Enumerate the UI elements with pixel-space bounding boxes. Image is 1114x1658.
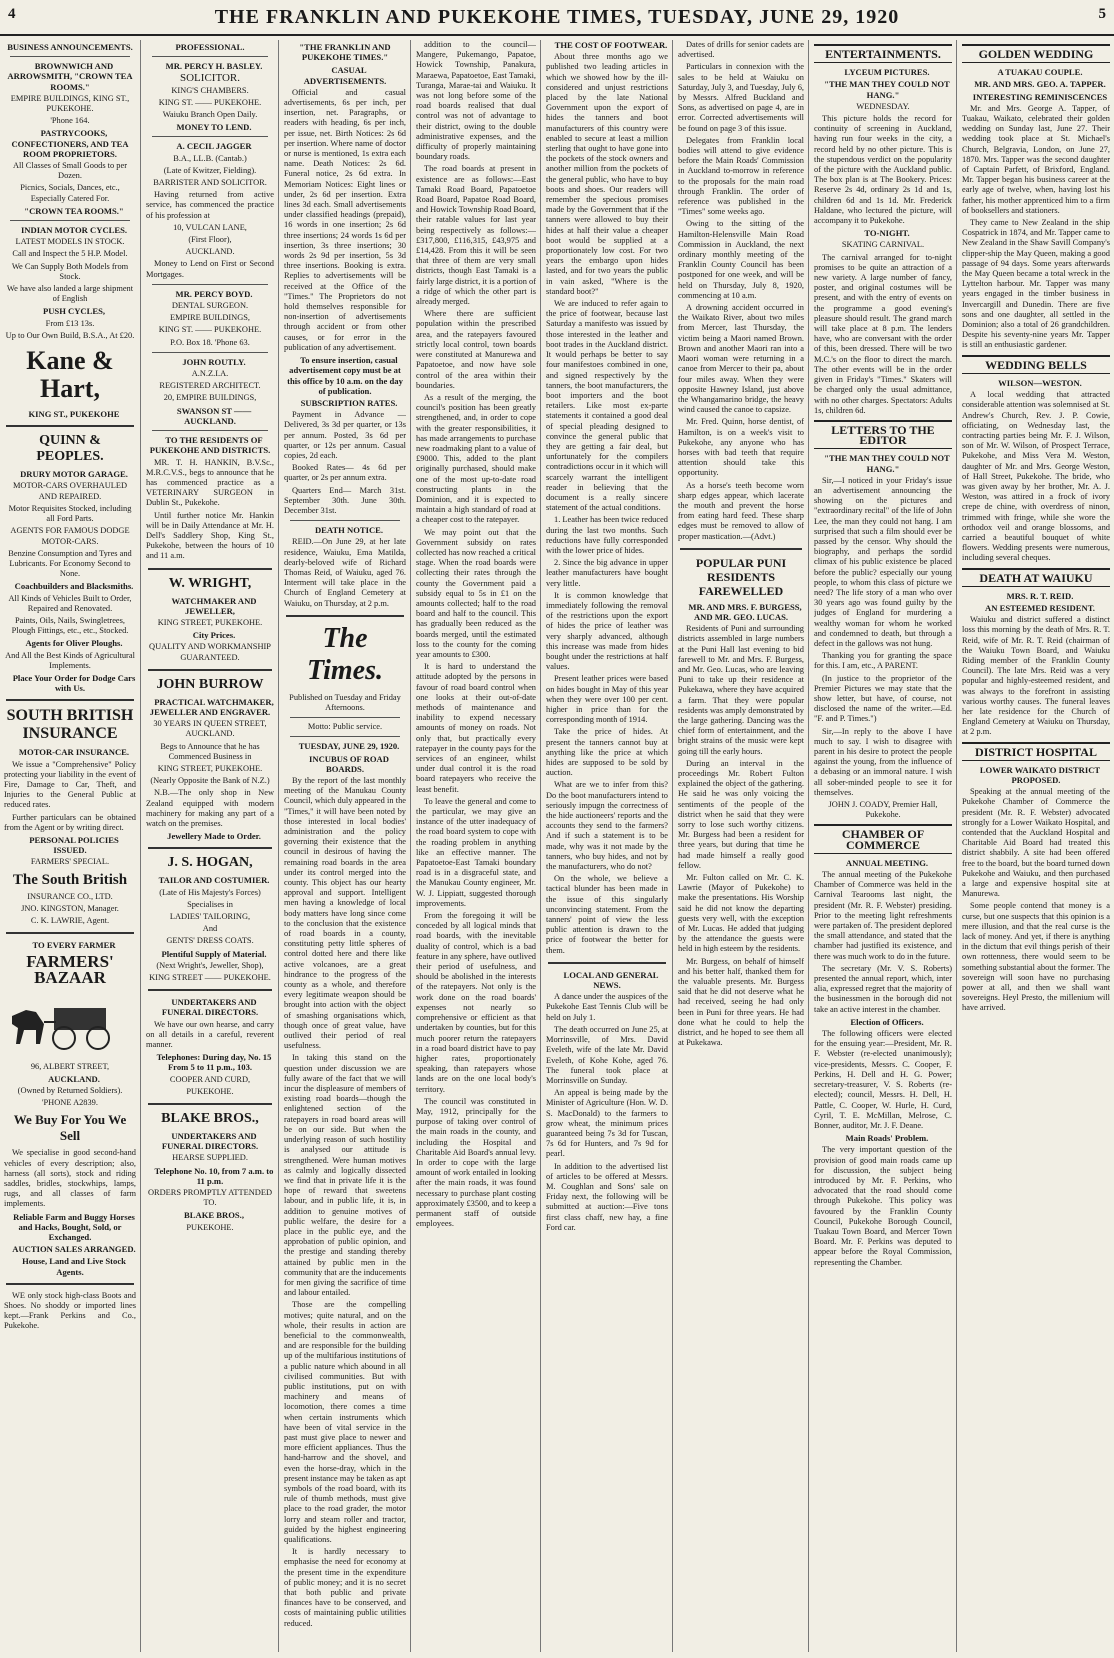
ad-line: FARMERS' SPECIAL. — [30, 857, 110, 867]
ad-line: LATEST MODELS IN STOCK. — [15, 237, 125, 247]
divider — [152, 430, 268, 431]
news-item: Dates of drills for senior cadets are advertised. — [678, 40, 804, 60]
article-paragraph: Those are the compelling motives; quite natural, and on the whole, their results in action are beneficial to the commonwealth, and are responsible for the building up of the multifarious institutions of a public nature which abound in all civilised communities. But with public institutions, put on with machinery and means of locomotion, there comes a time when certain instruments which have been of vital service in the past must give place to newer and more efficient appliances. Thus the hand-harrow and the shovel, and even the horse-dray, which in the present instance may be taken as apt symbols of the road board, with its rule of thumb methods, must give place to the road grader, the motor lorry and steam roller and tractor, guided by the highest engineering qualifications. — [284, 1300, 406, 1545]
burrow-heading: JOHN BURROW — [156, 676, 264, 692]
ad-line: Reliable Farm and Buggy Horses and Hacks, Bought, Sold, or Exchanged. — [13, 1211, 135, 1243]
kane-hart-address: KING ST., PUKEKOHE — [28, 409, 120, 420]
subheading: MRS. R. T. REID. — [1006, 590, 1074, 601]
divider — [148, 989, 272, 991]
subheading: A TUAKAU COUPLE. — [997, 67, 1083, 78]
subheading: MR. AND MRS. GEO. A. TAPPER. — [974, 79, 1106, 90]
body-text: To ensure insertion, casual advertisement copy must be at this office by 10 a.m. on the day of publication. — [287, 355, 403, 396]
subheading: SUBSCRIPTION RATES. — [300, 397, 398, 408]
hogan-heading: J. S. HOGAN, — [167, 855, 253, 871]
card-line: PUKEKOHE. — [186, 1222, 234, 1232]
quinn-peoples-heading: QUINN & PEOPLES. — [36, 433, 104, 465]
article-paragraph: Mr. Fulton called on Mr. C. K. Lawrie (Mayor of Pukekohe) to make the presentations. His Worship said he did not know the departing guests very well, with the exception of Mr. Lucas. He added that judging by the attendance the guests were held in high esteem by the residents. — [678, 873, 804, 954]
masthead — [0, 0, 1114, 36]
article-paragraph: Mr. Burgess, on behalf of himself and his better half, thanked them for the valuable presents. Mr. Burgess said that he did not deserve what he had received, seeing he had only been in Puni for three years. He had done what he could to help the district, and he hoped to see them all at Pukekawa. — [678, 956, 804, 1048]
card-name: A. CECIL JAGGER — [176, 141, 252, 152]
card-line: Begs to Announce that he has Commenced Business in — [160, 741, 260, 761]
news-item: A drowning accident occurred in the Waikato River, about two miles from Mercer, last Thursday, the victim being a Maori named Brown. Brown and another Maori ran into a Maori woman were returning in a canoe from Mercer to their pa, about four miles away. When they were opposite Hawney Island, just above the Whangamarino bridge, the heavy wind caused the canoe to capsize. — [678, 303, 804, 415]
card-line: TAILOR AND COSTUMIER. — [158, 875, 270, 886]
card-line: B.A., LL.B. (Cantab.) — [173, 153, 247, 163]
south-british-company: The South British — [12, 871, 128, 888]
card-line: Jewellery Made to Order. — [167, 831, 261, 842]
ad-text: We specialise in good second-hand vehicles of every description; also, harness (all sorts), stock and riding saddles, bridles, stockwhips, lamps, rugs, and all classes of farm implements. — [4, 1148, 136, 1209]
ad-line: Agents for Oliver Ploughs. — [25, 638, 123, 649]
body-text: The carnival arranged for to-night promises to be quite an attraction of a new variety. A large number of fancy, poster, and original costumes will be present, and with the entry of events on the programme a good evening's pleasure should result. The grand march will take place at 8 p.m. The lenders have, who are conversant with the order of this, been dressed. There will be two M.C.'s on the floor to direct the march. The other events will be in the order given in Friday's "Times." Skaters will be charged only the usual admittance, with no other charges. Spectators: Adults 1s, children 6d. — [814, 252, 952, 415]
divider — [152, 284, 268, 285]
ad-line: (Owned by Returned Soldiers). — [17, 1086, 123, 1095]
article-paragraph: To leave the general and come to the particular, we may give an instance of the utter inadequacy of the road board system to cope with the roading problem in anything like an effective manner. The Papatoetoe-East Tamaki boundary road is in a disgraceful state, and the Manukau County engineer, Mr. W. J. Lippiatt, suggested thorough improvements. — [416, 796, 536, 908]
subheading: INTERESTING REMINISCENCES — [972, 91, 1108, 102]
card-line: PRACTICAL WATCHMAKER, JEWELLER AND ENGRAVER. — [149, 696, 274, 717]
subheading: ANNUAL MEETING. — [845, 857, 929, 868]
section-heading: LETTERS TO THE EDITOR — [814, 420, 952, 449]
article-paragraph: Take the price of hides. At present the tanners cannot buy at anything like the price at which hides are supposed to be sold by auction. — [546, 727, 668, 778]
article-paragraph: During an interval in the proceedings Mr. Robert Fulton explained the object of the gathering. He said he was only voicing the sentiments of the people of the district when he said that they were sorry to lose such worthy citizens. Mr. Burgess had been a resident for three years, but during that time he had made himself a really good fellow. — [678, 758, 804, 870]
card-line: MONEY TO LEND. — [176, 122, 252, 133]
day-label: WEDNESDAY. — [856, 101, 910, 111]
card-line: KING ST. —— PUKEKOHE. — [158, 97, 262, 107]
ad-line: AUCKLAND. — [48, 1073, 100, 1084]
article-paragraph: It is hard to understand the attitude adopted by the persons in favour of road board control when one looks at their out-of-date methods of maintenance and inability to expend necessary amounts of money on roads. Not only that, but practically every ratepayer in the county pays for the services of an engineer, whilst under dual control it is the road board ratepayers who receive the least benefit. — [416, 662, 536, 794]
news-item: In addition to the advertised list of articles to be offered at Messrs. M. Coughlan and Sons' sale on Friday next, the following will be submitted at auction:—Five tons first class chaff, new hay, a fine Ford car. — [546, 1161, 668, 1232]
card-name: MR. PERCY H. BASLEY. — [165, 61, 263, 72]
card-line: Telephones: During day, No. 15 From 5 to 11 p.m., 103. — [156, 1052, 272, 1073]
article-heading: INCUBUS OF ROAD BOARDS. — [309, 753, 389, 774]
card-text: Until further notice Mr. Hankin will be in Daily Attendance at Mr. H. Dell's Saddlery Shop, King St., Pukekohe, between the hours of 10 and 11 a.m. — [146, 510, 274, 561]
news-item: The death occurred on June 25, at Morrinsville, of Mrs. David Eveleth, wife of the late Mr. David Eveleth, of Kohe Kohe, aged 76. The funeral took place at Morrinsville on Sunday. — [546, 1024, 668, 1085]
article-paragraph: Residents of Puni and surrounding districts assembled in large numbers at the Puni Hall last evening to bid farewell to Mr. and Mrs. F. Burgess, and Mr. Geo. Lucas, who are leaving Puni to take up their residence at Pukekawa, where they have acquired a farm. That they were popular residents was amply demonstrated by the large gathering. Dancing was the chief form of entertainment, and the bright strains of the music were kept going till the early hours. — [678, 624, 804, 756]
divider — [6, 425, 134, 427]
blake-heading: BLAKE BROS., — [161, 1111, 259, 1127]
ad-line: AUCTION SALES ARRANGED. — [12, 1244, 136, 1255]
body-text: Booked Rates— 4s 6d per quarter, or 2s per annum extra. — [284, 463, 406, 483]
article-paragraph: They came to New Zealand in the ship Cospatrick in 1874, and Mr. Tapper came to New Zealand in the Shaw Savill Company's clipper-ship the May Queen, making a good passage of 94 days. Some years afterwards the May Queen became a total wreck in the Lyttelton harbour. Mr. Tapper was many years engaged in the timber business in Invercargill and Dunedin. There are five sons and one daughter, all settled in the Dominion; also a total of 26 grandchildren. Despite his seventy-nine years Mr. Tapper is still an enthusiastic gardener. — [962, 218, 1110, 350]
card-line: KING'S CHAMBERS. — [171, 85, 249, 95]
subheading: LYCEUM PICTURES. — [844, 67, 930, 78]
news-item: Owing to the sitting of the Hamilton-Helensville Main Road Commission in Auckland, the next ordinary monthly meeting of the Franklin County Council has been postponed for one week, and will be held on Thursday, July 8, 1920, commencing at 10 a.m. — [678, 219, 804, 300]
divider — [548, 962, 666, 964]
ad-line: 'Phone 164. — [50, 116, 90, 126]
card-line: KING ST. —— PUKEKOHE. — [158, 325, 262, 335]
column-social — [962, 40, 1110, 1652]
ad-line: PASTRYCOOKS, CONFECTIONERS, AND TEA ROOM PROPRIETORS. — [11, 128, 129, 159]
wright-heading: W. WRIGHT, — [168, 575, 252, 591]
kane-hart-logo: Kane & Hart, — [26, 346, 114, 404]
divider — [290, 520, 400, 521]
card-line: SWANSON ST —— AUCKLAND. — [176, 405, 252, 426]
letter-title: "THE MAN THEY COULD NOT HANG." — [824, 453, 950, 474]
card-line: REGISTERED ARCHITECT. — [159, 381, 261, 391]
article-paragraph: The road boards at present in existence are as follows:—East Tamaki Road Board, Papatoetoe Road Board, Papatoe Road Board, and Howick Township Road Board, their ratable values for last year being respectively as follows:—£317,800, £116,315, £43,975 and £14,428. From this it will be seen that three of them are very small districts, though East Tamaki is a fairly large district, it is a portion of a ridge of which the other part is already merged. — [416, 164, 536, 307]
card-line: N.B.—The only shop in New Zealand equipped with modern machinery for making any part of a watch on the premises. — [146, 788, 274, 828]
news-item: As a horse's teeth become worn sharp edges appear, which lacerate the mouth and prevent the horse from eating hard feed. These sharp edges must be removed to allow of proper mastication.—(Advt.) — [678, 480, 804, 541]
body-text: Official and casual advertisements, 6s per inch, per insertion, net. Paragraphs, or readers with heading, 6s per inch, per issue, net. Birth Notices: 2s 6d per insertion. Where name of doctor or nurse is mentioned, 1s extra each name. Death Notices: 2s 6d. Funeral notice, 2s 6d extra. In Memoriam Notices: Eight lines or under, 2s 6d per insertion. Extra lines 3d each. Small advertisements under classified headings (prepaid), 16 words in one insertion; 2s 6d three insertions; 24 words 1s 6d per insertion, 3s three insertions; 30 words 2s 9d per insertion, 5s 3d three insertions. Booking is extra. Replies to advertisements will be received at the Office of the "Times." The Proprietors do not hold themselves responsible for non-insertion of advertisements through accident or from other causes, or for error in the publication of any advertisement. — [284, 87, 406, 352]
subheading: Election of Officers. — [850, 1016, 924, 1027]
ad-line: We issue a "Comprehensive" Policy protecting your liability in the event of Fire, Damage to Car, Theft, and Injuries to the General Public at reduced rates. — [4, 759, 136, 810]
section-heading: CHAMBER OF COMMERCE — [814, 824, 952, 853]
column-rule — [540, 40, 541, 1652]
news-item: An appeal is being made by the Minister of Agriculture (Hon. W. D. S. MacDonald) to the farmers to grow wheat, the minimum prices guaranteed being 7s 3d for Tuscan, 7s 6d for Hunters, and 7s 9d for pearl. — [546, 1088, 668, 1159]
divider — [286, 615, 404, 617]
body-text: Quarters End— March 31st. September 30th. June 30th. December 31st. — [284, 485, 406, 515]
column-editorial — [284, 40, 406, 1652]
ad-line: Motor Requisites Stocked, including all Ford Parts. — [8, 503, 132, 524]
divider — [10, 56, 130, 57]
card-line: And — [202, 924, 218, 934]
ad-line: DRURY MOTOR GARAGE. — [20, 469, 128, 480]
subheading: CASUAL ADVERTISEMENTS. — [303, 65, 387, 86]
article-heading: THE COST OF FOOTWEAR. — [554, 40, 668, 50]
ad-line: 'PHONE A2839. — [42, 1098, 98, 1108]
ad-line: Coachbuilders and Blacksmiths. — [14, 581, 134, 592]
ad-line: BROWNWICH AND ARROWSMITH, "CROWN TEA ROOMS." — [7, 61, 133, 92]
divider — [290, 736, 400, 737]
page-number-left: 4 — [8, 6, 16, 22]
news-item: Particulars in connexion with the sales to be held at Waiuku on Saturday, July 3, and Tuesday, July 6, by Messrs. Alfred Buckland and Sons, as advertised on page 4, are in error. Corrected advertisements will be found on page 3 of this issue. — [678, 62, 804, 133]
article-paragraph: It is hardly necessary to emphasise the need for economy at the present time in the expenditure of public money; and it is no secret that both public and private finances have to be conserved, and costs of maintaining public utilities reduced. — [284, 1547, 406, 1628]
article-paragraph: On the whole, we believe a tactical blunder has been made in the issue of this singularly unconvincing statement. From the tanners' point of view the less public attention is drawn to the price of footwear the better for them. — [546, 874, 668, 955]
ad-line: Place Your Order for Dodge Cars with Us. — [12, 672, 136, 694]
divider — [152, 352, 268, 353]
times-logo: The Times. — [307, 622, 383, 686]
ad-line: All Classes of Small Goods to per Dozen. — [13, 161, 127, 181]
ad-line: We Can Supply Both Models from Stock. — [11, 261, 129, 281]
card-line: (Nearly Opposite the Bank of N.Z.) — [150, 776, 270, 786]
section-heading: LOCAL AND GENERAL NEWS. — [563, 969, 659, 991]
news-item: Mr. Fred. Quinn, horse dentist, of Hamilton, is on a week's visit to Pukekohe, any anyone who has horses with bad teeth that require attention should take this opportunity. — [678, 417, 804, 478]
article-paragraph: What are we to infer from this? Do the boot manufacturers intend to seriously impugn the correctness of the hide auctioneers' reports and the accounts they send to the farmers? And if such a statement is to be made, why was it not made by the tanners, who buy hides, and not by the manufacturers, who do not? — [546, 780, 668, 872]
card-name: TO THE RESIDENTS OF PUKEKOHE AND DISTRICTS. — [149, 435, 271, 456]
card-line: Telephone No. 10, from 7 a.m. to 11 p.m. — [154, 1165, 274, 1186]
article-paragraph: addition to the council—Mangere, Pukemango, Papatoe, Howick Township, Panakura, Maraewa, Papatoetoe, East Tamaki, Turanga, Marae-tai and Waiuku. It was not long before some of the road boards realised that dual control was not of advantage to their district, owing to the double administrative expenses, and the difficulty of properly maintaining boundary roads. — [416, 40, 536, 162]
card-line: Plentiful Supply of Material. — [161, 948, 267, 959]
card-line: BARRISTER AND SOLICITOR. — [153, 178, 267, 188]
card-line: EMPIRE BUILDINGS, — [169, 313, 251, 323]
ad-line: TO EVERY FARMER — [32, 940, 116, 951]
article-paragraph: We may point out that the Government subsidy on rates collected has now reached a critical stage. When the road boards were collecting their rates through the county the Government paid a subsidy equal to 5s in £1 on the amounts collected; half to the road board and half to the council. This has gradually been reduced as the boards merged, until the estimated loss to the county for the coming year amounts to £300. — [416, 527, 536, 659]
body-text: This picture holds the record for continuity of screening in Auckland, having run four weeks in the city, a record held by no other picture. This is the stupendous verdict on the popularity of the picture with the Auckland public. The box plan is at The Bookery. Prices: Reserve 2s 4d, ordinary 2s 1d and 1s, children 6d and 1s 1d. Mr. Frederick Haldane, who lectured the picture, will accompany it to Pukekohe. — [814, 114, 952, 226]
article-paragraph: The secretary (Mr. V. S. Roberts) presented the annual report, which, inter alia, expressed regret that the majority of the businessmen in the borough did not take an active interest in the chamber. — [814, 963, 952, 1014]
card-line: QUALITY AND WORKMANSHIP GUARANTEED. — [149, 642, 271, 662]
divider — [6, 1283, 134, 1285]
section-heading: WEDDING BELLS — [962, 355, 1110, 374]
article-paragraph: 1. Leather has been twice reduced during the last two months. Such reductions have fully corresponded with the lower price of hides. — [546, 515, 668, 555]
card-line: UNDERTAKERS AND FUNERAL DIRECTORS. — [161, 1131, 259, 1152]
we-buy-we-sell: We Buy For You We Sell — [13, 1112, 127, 1144]
ad-line: PERSONAL POLICIES ISSUED. — [29, 834, 119, 856]
divider — [148, 847, 272, 849]
ad-line: PUSH CYCLES, — [42, 306, 106, 317]
card-name: MR. PERCY BOYD. — [175, 288, 253, 299]
card-line: We have our own hearse, and carry on all details in a careful, reverent manner. — [146, 1019, 274, 1050]
ad-line: AGENTS FOR FAMOUS DODGE MOTOR-CARS. — [10, 526, 130, 546]
card-line: 10, VULCAN LANE, — [173, 222, 247, 232]
south-british-heading: SOUTH BRITISH INSURANCE — [6, 707, 134, 743]
divider — [148, 1103, 272, 1105]
card-line: Money to Lend on First or Second Mortgages. — [146, 259, 274, 279]
ad-line: Benzine Consumption and Tyres and Lubricants. For Economy Second to None. — [8, 548, 132, 579]
article-paragraph: Waiuku and district suffered a distinct loss this morning by the death of Mrs. R. T. Reid, wife of Mr. R. T. Reid (chairman of the Waiuku Town Board, and Waiuku Riding member of the Franklin County Council). The late Mrs. Reid was a very popular and highly-esteemed resident, and was always to the forefront in assisting various worthy causes. The funeral leaves her late residence for the Church of England Cemetery at Waiuku on Thursday, at 2 p.m. — [962, 615, 1110, 737]
divider — [680, 548, 802, 550]
card-line: KING STREET, PUKEKOHE. — [157, 617, 263, 627]
puni-heading: POPULAR PUNI RESIDENTS FAREWELLED — [695, 555, 787, 598]
card-line: KING STREET, PUKEKOHE. — [157, 763, 263, 773]
ad-line: EMPIRE BUILDINGS, KING ST., PUKEKOHE. — [10, 93, 130, 114]
article-paragraph: In taking this stand on the question under discussion we are fully aware of the fact that we will incur the displeasure of members of existing road boards—though the enlightened section of the ratepayers in road board areas will be on our side. But when the underlying reason of such hostility is analysed our attitude is strengthened. Were human motives as calmly and logically dissected we find that in private life it is the hope of reward that sweetens labour, and in public life, it is, in addition to genuine motives of public welfare, the desire for a place in the public eye, and the approbation of public opinion, and the prestige and standing thereby attained by public men in the community that are the inducements for men giving the sacrifice of time and labour entailed. — [284, 1053, 406, 1298]
column-professional — [146, 40, 274, 1652]
ad-line: And All the Best Kinds of Agricultural Implements. — [5, 650, 135, 670]
card-line: PUKEKOHE. — [186, 1086, 234, 1096]
ad-line: MOTOR-CARS OVERHAULED AND REPAIRED. — [12, 481, 128, 501]
card-line: (First Floor), — [188, 235, 232, 245]
subheading: AN ESTEEMED RESIDENT. — [985, 602, 1095, 613]
motto: Motto: Public service. — [307, 722, 383, 732]
ad-line: INSURANCE CO., LTD. — [27, 891, 113, 901]
card-line: (Next Wright's, Jeweller, Shop), — [156, 960, 264, 970]
divider — [148, 669, 272, 671]
card-line: Having returned from active service, has commenced the practice of his profession at — [146, 190, 274, 220]
card-line: City Prices. — [192, 630, 236, 641]
card-line: GENTS' DRESS COATS. — [166, 936, 254, 946]
signature: JOHN J. COADY, Premier Hall, Pukekohe. — [828, 800, 938, 820]
ad-line: INDIAN MOTOR CYCLES. — [20, 225, 128, 236]
article-paragraph: By the report of the last monthly meeting of the Manukau County Council, which duly appeared in the "Times," it will have been noted by those interested in local bodies' administration and the policy governing their existence that the council in desirous of having the remaining road boards in the area under its control merged into the county. This object has our hearty approval and support. Intelligent men having a knowledge of local body matters have long since come to the conclusion that the existence of road boards in a county, constituting petty little spheres of control dotted here and there like active volcanoes, are a great hindrance to the progress of the county as a whole, and therefore every legitimate weapon should be brought into action with the object of smashing organisations which, though once of great value, have outlived their period of real usefulness. — [284, 775, 406, 1051]
ad-line: JNO. KINGSTON, Manager. — [21, 903, 119, 913]
subheading: WILSON—WESTON. — [998, 377, 1082, 388]
article-paragraph: The following officers were elected for the ensuing year:—President, Mr. R. F. Webster (re-elected unanimously); vice-presidents, Messrs. C. Cooper, F. Perkins, H. Dell and H. G. Power; secretary-treasurer, V. S. Roberts (re-elected); council, Messrs. H. Dell, H. Pattle, C. Cooper, W. Hurle, H. Curd, Cyril, T. E. McMillan, Melrose, C. Bonner, auditor, Mr. J. F. Deane. — [814, 1029, 952, 1130]
article-paragraph: A local wedding that attracted considerable attention was solemnised at St. Andrew's Church, Rev. J. P. Cowie, officiating, on Wednesday last, the contracting parties being Mr. F. J. Wilson, son of Mr. W. Wilson, of Prospect Terrace, Pukekohe, and Miss Vera M. Weston, daughter of Mr. and Mrs. George Weston, of Hall Street, Pukekohe. The bride, who was given away by her brother, Mr. A. J. Weston, was attired in a frock of ivory crepe de chine, with overdress of ninon, trimmed with fringe, while she wore the orthodox veil and orange blossoms, and carried a beautiful bouquet of white flowers. Wedding presents were numerous, including several cheques. — [962, 390, 1110, 563]
horse-cart-icon — [4, 994, 124, 1054]
column-entertainments — [814, 40, 952, 1652]
column-rule — [278, 40, 279, 1652]
divider — [152, 136, 268, 137]
divider — [10, 220, 130, 221]
divider — [152, 56, 268, 57]
letter-text: Sir,—I noticed in your Friday's issue an advertisement announcing the showing on the pictures and "extraordinary recital" of the life of John Lee, the man they could not hang. I am surprised that such a film should ever be passed by the censor. Why should the biography, and perhaps the sordid climax of his public existence be placed before the public? especially our young people, to whom this class of picture we need? The life story of a man who over 30 years ago was found guilty by the judges of England for murdering a wealthy woman for whom he worked and condemned to death, but through a defect in the gallows was not hung. — [814, 475, 952, 648]
column-editorial-continued — [416, 40, 536, 1652]
news-item: A dance under the auspices of the Pukekohe East Tennis Club will be held on July 1. — [546, 992, 668, 1022]
card-line: AUCKLAND. — [185, 247, 235, 257]
card-line: (Late of His Majesty's Forces) — [159, 887, 261, 897]
card-line: ORDERS PROMPTLY ATTENDED TO. — [147, 1188, 273, 1208]
card-line: HEARSE SUPPLIED. — [172, 1153, 248, 1163]
card-line: 20, EMPIRE BUILDINGS, — [163, 393, 257, 403]
article-paragraph: 2. Since the big advance in upper leather manufacturers have bought very little. — [546, 558, 668, 588]
article-paragraph: Present leather prices were based on hides bought in May of this year when they were over 100 per cent. higher in price than for the corresponding month of 1914. — [546, 674, 668, 725]
section-heading: DEATH AT WAIUKU — [962, 568, 1110, 587]
card-text: MR. T. H. HANKIN, B.V.Sc., M.R.C.V.S., begs to announce that he has commenced practice as a VETERINARY SURGEON in Dublin St., Pukekohe. — [146, 457, 274, 508]
section-heading: PROFESSIONAL. — [175, 42, 245, 52]
article-paragraph: The council was constituted in May, 1912, principally for the purpose of taking over control of the main roads in the county, and including the Hospital and Charitable Aid Board's annual levy. In order to cope with the large amount of work entailed in looking after the main roads, it was found necessary to purchase plant costing approximately £3500, and to keep a permanent staff of outside employees. — [416, 1096, 536, 1229]
section-heading: "THE FRANKLIN AND PUKEKOHE TIMES." — [299, 42, 391, 63]
subheading: DEATH NOTICE. — [314, 525, 384, 536]
section-heading: DISTRICT HOSPITAL — [962, 742, 1110, 761]
card-line: Specialises in — [187, 899, 233, 909]
article-paragraph: We are induced to refer again to the price of footwear, because last Saturday a manifesto was issued by those interested in the leather and boot trades in the Auckland district. It would perhaps be better to say four manifestoes combined in one, and signed respectively by the tanners, the boot manufacturers, the boot importers and the boot retailers. Like most ex-parte statements it contained a good deal of special pleading designed to convince the general public that they are getting a fair deal, but unfortunately for the compilers contradictions occur in it which will scarcely warrant the intelligent reader in believing that the document is a really sincere statement of the actual conditions. — [546, 299, 668, 513]
article-paragraph: From the foregoing it will be conceded by all logical minds that road boards, with the inevitable duality of control, which is a bad feature in any sphere, have outlived their period of usefulness, and should be abolished in the interests of the ratepayers. Not only is the work done on the road boards' expenses not nearly so comprehensive or efficient as that undertaken by counties, but for this much poorer return the ratepayers in a road board district have to pay higher rates, proportionately speaking, than ratepayers whose lands are on the one local body's territory. — [416, 911, 536, 1094]
card-line: SOLICITOR. — [180, 72, 240, 85]
ad-line: We have also landed a large shipment of English — [6, 284, 134, 304]
ad-line: MOTOR-CAR INSURANCE. — [18, 747, 130, 758]
divider — [290, 717, 400, 718]
ad-line: From £13 13s. — [45, 318, 95, 328]
published-note: Published on Tuesday and Friday Afternoons. — [289, 692, 401, 712]
subheading: MR. AND MRS. F. BURGESS, AND MR. GEO. LUCAS. — [688, 601, 802, 622]
column-rule — [808, 40, 809, 1652]
ad-line: Further particulars can be obtained from the Agent or by writing direct. — [4, 812, 136, 832]
article-paragraph: Where there are sufficient population within the prescribed area, and the ratepayers favoured strictly local control, town boards were constituted at Manurewa and Papatoetoe, and now have sole control of the area within their boundaries. — [416, 309, 536, 390]
ad-line: Call and Inspect the 5 H.P. Model. — [12, 249, 128, 259]
section-heading: BUSINESS ANNOUNCEMENTS. — [7, 42, 133, 52]
editor-note: (In justice to the proprietor of the Premier Pictures we may state that the show letter, but have, of course, not disclosed the name of the writer.—Ed. "F. and P. Times.") — [814, 673, 952, 724]
article-paragraph: About three months ago we published two leading articles in which we showed how by the ill-considered and unjust restrictions placed by the late National Government upon the export of hides the tanners and boot manufacturers of this country were enabled to secure at least a million sterling that ought to have gone into the pockets of the stock owners and another million from the pockets of the general public, who have to buy boots and shoes. Our readers will remember the specious promises made by the Government that if the tanners were allowed to buy their hides at half their value a cheaper boot would be supplied at a proportionately low cost. For two years the embargo upon hides lasted, and for two years the public in vain asked, "Where is the standard boot?" — [546, 52, 668, 296]
farmers-bazaar-heading: FARMERS' BAZAAR — [26, 952, 114, 988]
column-local-news — [678, 40, 804, 1652]
card-line: WATCHMAKER AND JEWELLER, — [171, 595, 257, 616]
subheading: SKATING CARNIVAL. — [841, 240, 925, 250]
subheading: Main Roads' Problem. — [845, 1133, 929, 1144]
letter-text: Sir,—In reply to the above I have much to say. I wish to disagree with parent in his desire to protect the people against the young, from the influence of a debasing or an immoral nature. I wish all sober-minded people to see it for themselves. — [814, 726, 952, 797]
divider — [6, 699, 134, 701]
card-name: JOHN ROUTLY. — [182, 356, 246, 367]
body-text: Payment in Advance — Delivered, 3s 3d per quarter, or 13s per annum. Posted, 3s 6d per quarter, or 12s per annum. Casual copies, 2d each. — [284, 410, 406, 460]
article-paragraph: The annual meeting of the Pukekohe Chamber of Commerce was held in the Carnival Tearooms last night, the president (Mr. R. F. Webster) presiding. Prior to the meeting light refreshments were partaken of. The president deplored the small attendance, and stated that the chamber had justified its existence, and there was much work to do in the future. — [814, 870, 952, 961]
article-paragraph: The very important question of the provision of good main roads came up for discussion, the subject being introduced by Mr. F. Perkins, who advocated that the road should come through Pukekohe. This policy was favoured by the Franklin County Council, Pukekohe Borough Council, Tuakau Town Board, and Mercer Town Board. Mr. F. Perkins was deputed to appear before the Royal Commission, representing the Chamber. — [814, 1145, 952, 1267]
ad-line: Paints, Oils, Nails, Swingletrees, Plough Fittings, etc., etc., Stocked. — [11, 615, 129, 636]
card-line: Waiuku Branch Open Daily. — [162, 110, 258, 120]
article-paragraph: Mr. and Mrs. George A. Tapper, of Tuakau, Waikato, celebrated their golden wedding on Sunday last, June 27. Their wedding took place at St. Michael's Church, Belgravia, London, on June 27, 1870. Mrs. Tapper was the second daughter of Captain Parfett, of Brixford, England. Mr. Tapper began his business career at the early age of twelve, when, having lost his father, his mother apprenticed him to a firm of booksellers and stationers. — [962, 103, 1110, 215]
article-paragraph: Speaking at the annual meeting of the Pukekohe Chamber of Commerce the president (Mr. R. F. Webster) advocated strongly for a Lower Waikato Hospital, and contended that the Auckland Hospital and Charitable Aid Board had treated this district shabbily. A site had been offered free to the board, but the board turned down Pukekohe and Waiuku, and then purchased a large and expensive hospital site at Manurewa. — [962, 787, 1110, 899]
body-text: REID.—On June 29, at her late residence, Waiuku, Ema Matilda, dearly-beloved wife of Richard Thomas Reid, of Waiuku, aged 76. Interment will take place in the Church of England Cemetery at Waiuku, on Thursday, at 2 p.m. — [284, 537, 406, 608]
article-paragraph: Some people contend that money is a curse, but one suspects that this opinion is a mere illusion, and that the real curse is the lack of money. And yet, if there is anything in the dictum that evil things perish of their own rottenness, there would seem to be something substantial about the former. The sovereign will soon have no purchasing power at all, and then we shall want sovereigns. Heyl Presto, the millenium will have arrived. — [962, 901, 1110, 1013]
ad-line: C. K. LAWRIE, Agent. — [30, 915, 110, 925]
letter-text: Thanking you for granting the space for this. I am, etc., A PARENT. — [814, 651, 952, 671]
card-line: BLAKE BROS., — [184, 1210, 244, 1221]
newspaper-title: THE FRANKLIN AND PUKEKOHE TIMES, TUESDAY, JUNE 29, 1920 — [214, 6, 900, 28]
section-heading: GOLDEN WEDDING — [962, 44, 1110, 63]
ad-line: House, Land and Live Stock Agents. — [22, 1256, 126, 1277]
divider — [6, 932, 134, 934]
page-number-right: 5 — [1098, 6, 1106, 22]
card-line: KING STREET —— PUKEKOHE. — [149, 973, 271, 983]
section-heading: ENTERTAINMENTS. — [814, 44, 952, 63]
subheading: LOWER WAIKATO DISTRICT PROPOSED. — [979, 764, 1101, 785]
divider — [148, 568, 272, 570]
ad-line: Picnics, Socials, Dances, etc., Especially Catered For. — [20, 183, 120, 203]
column-cost-of-footwear — [546, 40, 668, 1652]
dateline: TUESDAY, JUNE 29, 1920. — [298, 741, 400, 752]
column-business-announcements — [4, 40, 136, 1652]
ad-line: Up to Our Own Build, B.S.A., At £20. — [5, 330, 135, 340]
article-paragraph: It is common knowledge that immediately following the removal of the restrictions upon the export of hides the price of leather was very sharply advanced, although this increase was made from hides bought under the restrictions at half values. — [546, 590, 668, 672]
card-name: UNDERTAKERS AND FUNERAL DIRECTORS. — [161, 997, 259, 1018]
ad-line: 96, ALBERT STREET, — [30, 1061, 110, 1071]
article-paragraph: As a result of the merging, the council's position has been greatly strengthened, and, in order to cope with the greater responsibilities, it has made arrangements to purchase new roadmaking plant to a value of £9000. This, added to the plant originally purchased, should make one of the most up-to-date road constructing plants in the Dominion, and it is expected to maintain a high standard of road at a cheaper cost to the ratepayer. — [416, 392, 536, 525]
subheading: TO-NIGHT. — [864, 228, 910, 239]
column-rule — [672, 40, 673, 1652]
column-rule — [956, 40, 957, 1652]
card-line: P.O. Box 18. 'Phone 63. — [170, 337, 250, 347]
card-line: 30 YEARS IN QUEEN STREET, AUCKLAND. — [153, 719, 267, 739]
footer-ad: WE only stock high-class Boots and Shoes. No shoddy or imported lines kept.—Frank Perkins and Co., Pukekohe. — [4, 1290, 136, 1331]
film-title: "THE MAN THEY COULD NOT HANG." — [824, 79, 950, 100]
card-line: LADIES' TAILORING, — [169, 912, 251, 921]
news-item: Delegates from Franklin local bodies will attend to give evidence before the Main Roads' Commission in Auckland to-morrow in reference to the proposals for the main road through Franklin. The order of reference was published in the "Times" some weeks ago. — [678, 135, 804, 217]
column-rule — [140, 40, 141, 1652]
ad-line: "CROWN TEA ROOMS." — [24, 205, 124, 216]
card-line: DENTAL SURGEON. — [171, 301, 249, 311]
ad-line: All Kinds of Vehicles Built to Order, Repaired and Renovated. — [8, 593, 132, 613]
column-rule — [410, 40, 411, 1652]
card-line: (Late of Kwitzer, Fielding). — [163, 165, 257, 175]
card-line: A.N.Z.I.A. — [191, 369, 229, 379]
card-line: COOPER AND CURD, — [169, 1074, 251, 1084]
